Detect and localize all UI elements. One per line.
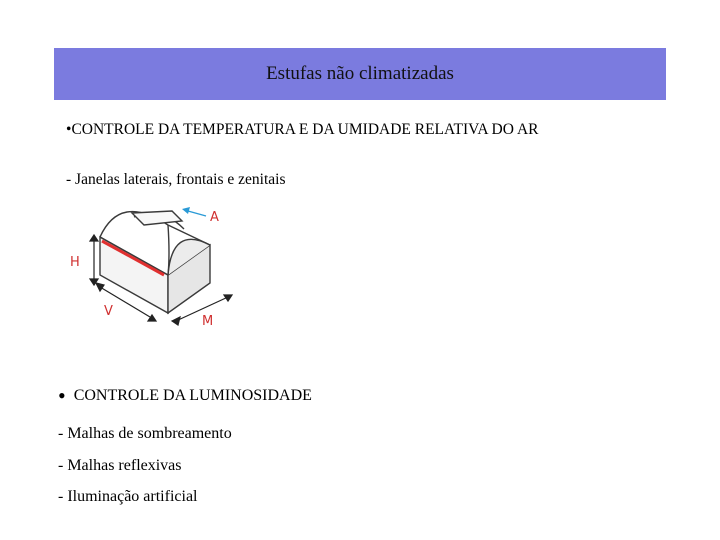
- label-h: H: [70, 255, 80, 270]
- title-bar: [54, 48, 666, 100]
- greenhouse-diagram: [60, 195, 250, 340]
- label-m: M: [202, 314, 214, 329]
- front-wall: [100, 237, 168, 313]
- arrow-h-head-top: [90, 235, 98, 241]
- light-heading-text: CONTROLE DA LUMINOSIDADE: [73, 387, 312, 404]
- temperature-heading-text: CONTROLE DA TEMPERATURA E DA UMIDADE RELATIVA DO AR: [71, 121, 539, 138]
- page-title: Estufas não climatizadas: [266, 63, 454, 84]
- greenhouse-svg: [60, 195, 250, 335]
- bullet-marker: •: [66, 121, 72, 138]
- zenithal-window: [132, 211, 182, 225]
- list-item: - Malhas de sombreamento: [58, 425, 232, 442]
- label-a: A: [210, 210, 219, 225]
- light-heading: [58, 383, 312, 408]
- arrow-m-head-left: [172, 317, 180, 325]
- temperature-item: - Janelas laterais, frontais e zenitais: [66, 171, 286, 188]
- arrow-a: [188, 211, 206, 216]
- list-item: - Iluminação artificial: [58, 488, 198, 505]
- bullet-marker: •: [58, 383, 66, 408]
- label-v: V: [104, 304, 113, 319]
- temperature-heading: [66, 121, 538, 139]
- list-item: - Malhas reflexivas: [58, 457, 182, 474]
- arrow-v-head-left: [96, 283, 104, 291]
- arrow-a-head: [182, 207, 190, 214]
